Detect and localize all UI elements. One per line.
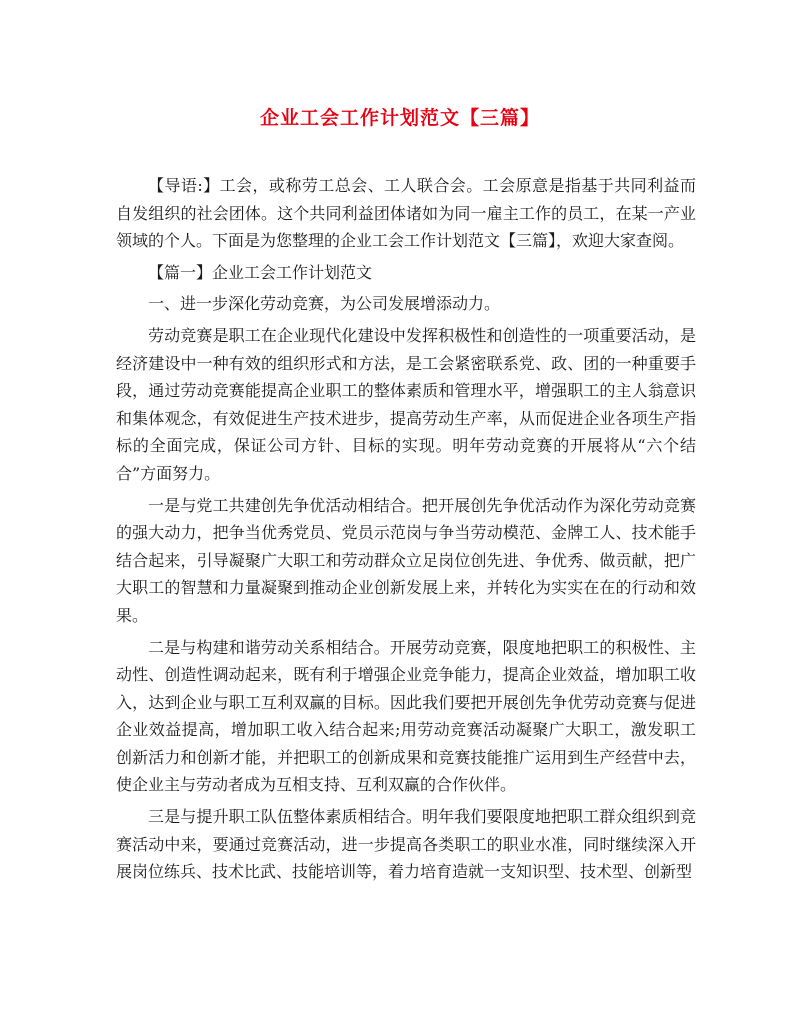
subsection-heading: 一、进一步深化劳动竞赛，为公司发展增添动力。 xyxy=(148,294,501,314)
document-body xyxy=(116,172,696,890)
body-paragraph: 劳动竞赛是职工在企业现代化建设中发挥积极性和创造性的一项重要活动，是经济建设中一种有效的组织形式和方法，是工会紧密联系党、政、团的一种重要手段，通过劳动竞赛能提高企业职工的整体素质和管理水平，增强职工的主人翁意识和集体观念，有效促进生产技术进步，提高劳动生产率，从而促进企业各项生产指标的全面完成，保证公司方针、目标的实现。明年劳动竞赛的开展将从“六个结合”方面努力。 xyxy=(116,325,696,483)
body-paragraph: 三是与提升职工队伍整体素质相结合。明年我们要限度地把职工群众组织到竞赛活动中来，要通过竞赛活动，进一步提高各类职工的职业水准，同时继续深入开展岗位练兵、技术比武、技能培训等，着力培育造就一支知识型、技术型、创新型 xyxy=(116,807,696,882)
body-paragraph: 一是与党工共建创先争优活动相结合。把开展创先争优活动作为深化劳动竞赛的强大动力，把争当优秀党员、党员示范岗与争当劳动模范、金牌工人、技术能手结合起来，引导凝聚广大职工和劳动群众立足岗位创先进、争优秀、做贡献，把广大职工的智慧和力量凝聚到推动企业创新发展上来，并转化为实实在在的行动和效果。 xyxy=(116,495,696,625)
intro-paragraph: 【导语:】工会，或称劳工总会、工人联合会。工会原意是指基于共同利益而自发组织的社会团体。这个共同利益团体诸如为同一雇主工作的员工，在某一产业领域的个人。下面是为您整理的企业工会工作计划范文【三篇】，欢迎大家查阅。 xyxy=(116,176,696,251)
section-heading: 【篇一】企业工会工作计划范文 xyxy=(148,262,373,282)
body-paragraph: 二是与构建和谐劳动关系相结合。开展劳动竞赛，限度地把职工的积极性、主动性、创造性调动起来，既有利于增强企业竞争能力，提高企业效益，增加职工收入，达到企业与职工互利双赢的目标。因此我们要把开展创先争优劳动竞赛与促进企业效益提高，增加职工收入结合起来;用劳动竞赛活动凝聚广大职工，激发职工创新活力和创新才能，并把职工的创新成果和竞赛技能推广运用到生产经营中去，使企业主与劳动者成为互相支持、互利双赢的合作伙伴。 xyxy=(116,637,696,795)
document-title: 企业工会工作计划范文【三篇】 xyxy=(259,107,540,129)
